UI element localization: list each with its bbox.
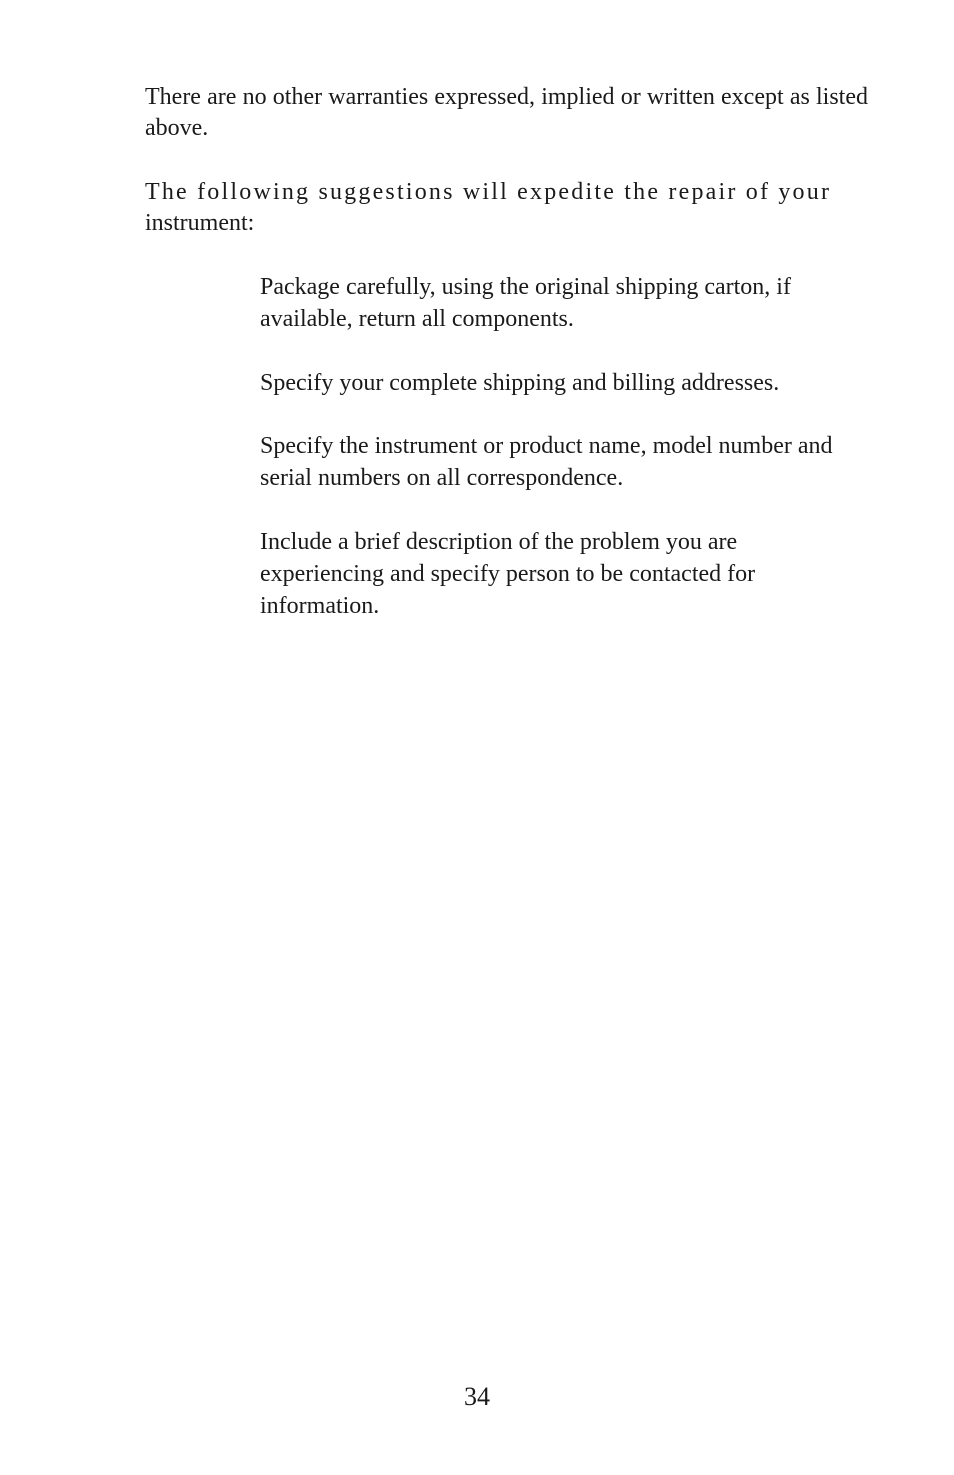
page-number: 34: [464, 1382, 490, 1411]
suggestion-problem-description: Include a brief description of the problem you are experiencing and specify person to be contacted for information.: [260, 529, 756, 619]
warranty-statement: There are no other warranties expressed, implied or written except as listed above.: [145, 84, 868, 141]
suggestion-packaging: Package carefully, using the original shipping carton, if available, return all components.: [260, 274, 791, 332]
suggestions-intro-line-1: The following suggestions will expedite the repair of your: [145, 179, 832, 205]
suggestion-addresses: Specify your complete shipping and billing addresses.: [260, 370, 780, 396]
suggestion-product-info: Specify the instrument or product name, model number and serial numbers on all correspondence.: [260, 433, 833, 491]
suggestions-intro: [145, 177, 868, 239]
suggestions-intro-line-2: instrument:: [145, 210, 255, 236]
